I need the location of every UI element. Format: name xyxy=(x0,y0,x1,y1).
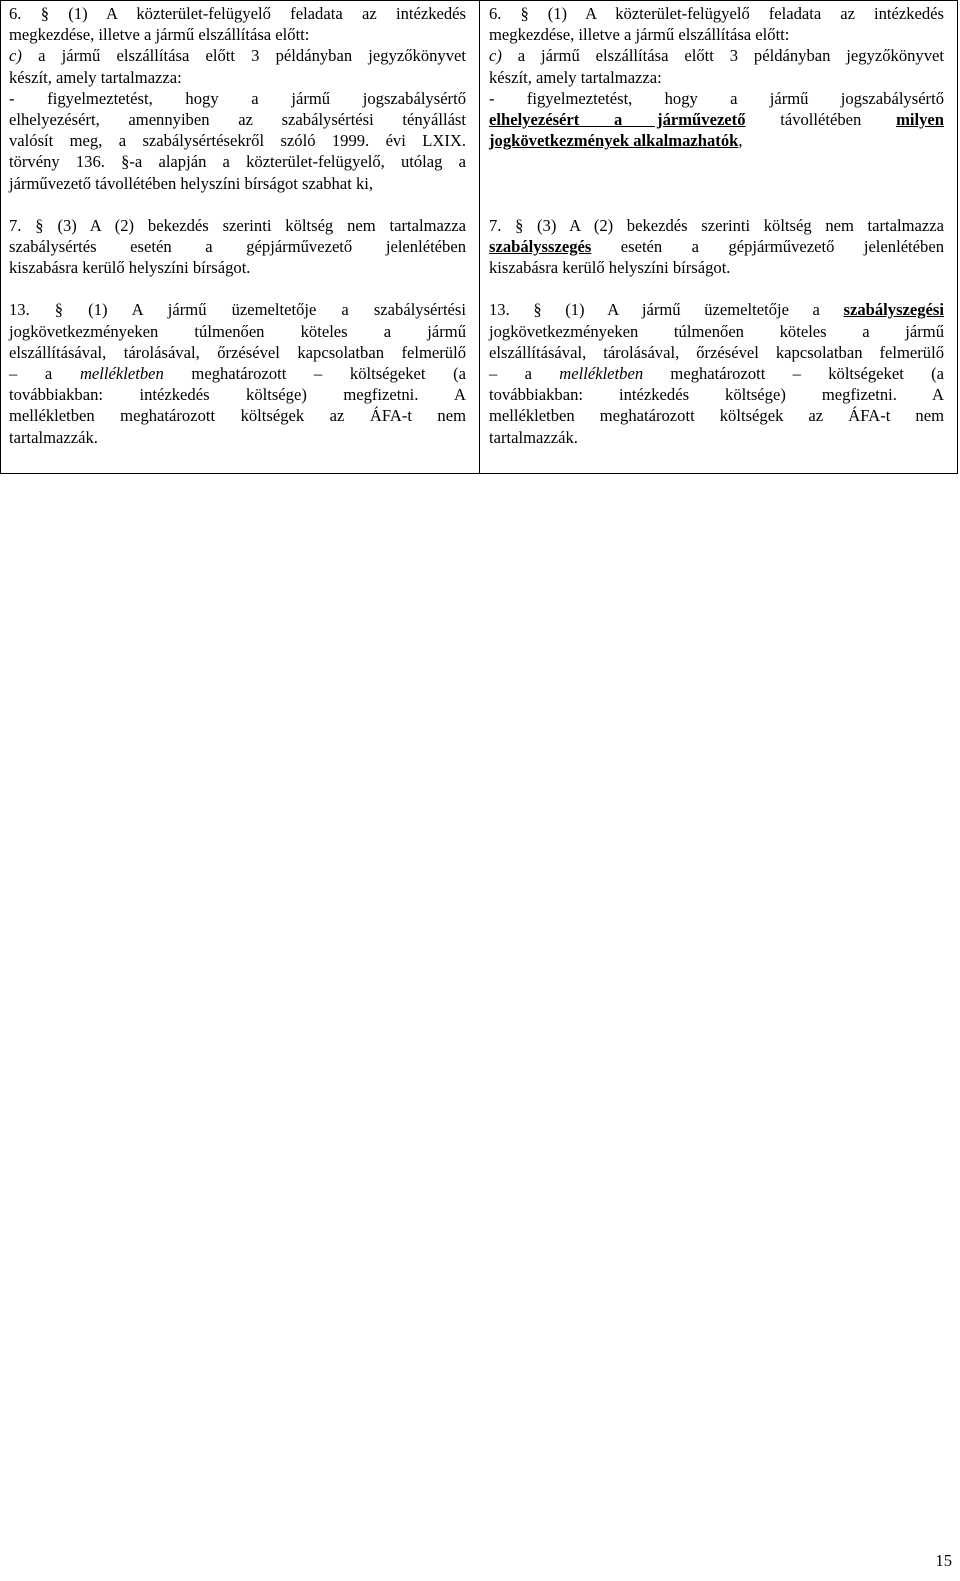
blank-line xyxy=(489,173,944,194)
text-line xyxy=(489,109,944,130)
page-number: 15 xyxy=(935,1551,952,1570)
text-line xyxy=(9,363,466,384)
amended-text: szabályszegési xyxy=(843,300,944,320)
italic-span: mellékletben xyxy=(79,364,164,384)
text-span: – a xyxy=(489,364,560,384)
text-line: készít, amely tartalmazza: xyxy=(9,67,182,87)
text-line: megkezdése, illetve a jármű elszállítása előtt: xyxy=(489,25,790,45)
text-line: 7. § (3) A (2) bekezdés szerinti költség nem tartalmazza xyxy=(489,215,944,235)
amended-text: elhelyezésért a járművezető xyxy=(489,110,746,130)
amended-text: szabálysszegés xyxy=(489,237,592,257)
text-line: mellékletben meghatározott költségek az ÁFA-t nem xyxy=(489,406,944,426)
text-span: meghatározott – költségeket (a xyxy=(643,364,944,384)
text-span: – a xyxy=(9,364,80,384)
text-span: 13. § (1) A jármű üzemeltetője a xyxy=(489,300,844,320)
text-line: törvény 136. §-a alapján a közterület-felügyelő, utólag a xyxy=(9,152,466,172)
text-line: mellékletben meghatározott költségek az ÁFA-t nem xyxy=(9,406,466,426)
text-line: 13. § (1) A jármű üzemeltetője a szabálysértési xyxy=(9,300,466,320)
text-line: tartalmazzák. xyxy=(489,427,578,447)
text-line: elszállításával, tárolásával, őrzésével kapcsolatban felmerülő xyxy=(9,342,466,362)
left-column-original-text xyxy=(1,1,480,473)
text-line: jogkövetkezményeken túlmenően köteles a jármű xyxy=(489,321,944,341)
text-line: jogkövetkezményeken túlmenően köteles a jármű xyxy=(9,321,466,341)
text-line: 6. § (1) A közterület-felügyelő feladata az intézkedés xyxy=(9,4,466,23)
section-7-amended xyxy=(489,215,944,279)
text-line: - figyelmeztetést, hogy a jármű jogszabálysértő xyxy=(489,88,944,108)
section-13-original xyxy=(9,299,466,447)
text-span: , xyxy=(738,131,743,151)
text-span: a jármű elszállítása előtt 3 példányban jegyzőkönyvet xyxy=(21,46,466,66)
text-span: meghatározott – költségeket (a xyxy=(163,364,466,384)
text-line xyxy=(489,299,944,320)
italic-marker: c) xyxy=(489,46,502,66)
text-line: 6. § (1) A közterület-felügyelő feladata az intézkedés xyxy=(489,4,944,23)
text-line: kiszabásra kerülő helyszíni bírságot. xyxy=(489,258,731,278)
text-line: - figyelmeztetést, hogy a jármű jogszabálysértő xyxy=(9,88,466,108)
text-line: továbbiakban: intézkedés költsége) megfizetni. A xyxy=(9,385,466,405)
text-line: megkezdése, illetve a jármű elszállítása előtt: xyxy=(9,25,310,45)
comparison-table xyxy=(0,0,958,474)
text-line: tartalmazzák. xyxy=(9,427,98,447)
section-13-amended xyxy=(489,299,944,447)
amended-text: jogkövetkezmények alkalmazhatók xyxy=(489,131,739,151)
text-span: távollétében xyxy=(745,110,897,130)
text-span: a jármű elszállítása előtt 3 példányban jegyzőkönyvet xyxy=(501,46,944,66)
text-line: 7. § (3) A (2) bekezdés szerinti költség nem tartalmazza xyxy=(9,215,466,235)
text-line: elhelyezésért, amennyiben az szabálysértési tényállást xyxy=(9,110,466,130)
section-6-amended xyxy=(489,3,944,194)
text-line xyxy=(489,130,944,151)
amended-text: milyen xyxy=(896,110,944,130)
italic-marker: c) xyxy=(9,46,22,66)
text-line: kiszabásra kerülő helyszíni bírságot. xyxy=(9,258,251,278)
text-line: elszállításával, tárolásával, őrzésével kapcsolatban felmerülő xyxy=(489,342,944,362)
text-line xyxy=(489,363,944,384)
text-line xyxy=(489,45,944,66)
text-line xyxy=(9,45,466,66)
italic-span: mellékletben xyxy=(559,364,644,384)
blank-line xyxy=(489,151,944,172)
text-line: szabálysértés esetén a gépjárművezető jelenlétében xyxy=(9,237,466,257)
text-line: továbbiakban: intézkedés költsége) megfizetni. A xyxy=(489,385,944,405)
right-column-amended-text xyxy=(480,1,957,473)
text-span: esetén a gépjárművezető jelenlétében xyxy=(591,237,944,257)
section-6-original xyxy=(9,3,466,194)
text-line: járművezető távollétében helyszíni bírságot szabhat ki, xyxy=(9,173,374,193)
text-line xyxy=(489,236,944,257)
text-line: valósít meg, a szabálysértésekről szóló 1999. évi LXIX. xyxy=(9,131,466,151)
section-7-original xyxy=(9,215,466,279)
text-line: készít, amely tartalmazza: xyxy=(489,67,662,87)
